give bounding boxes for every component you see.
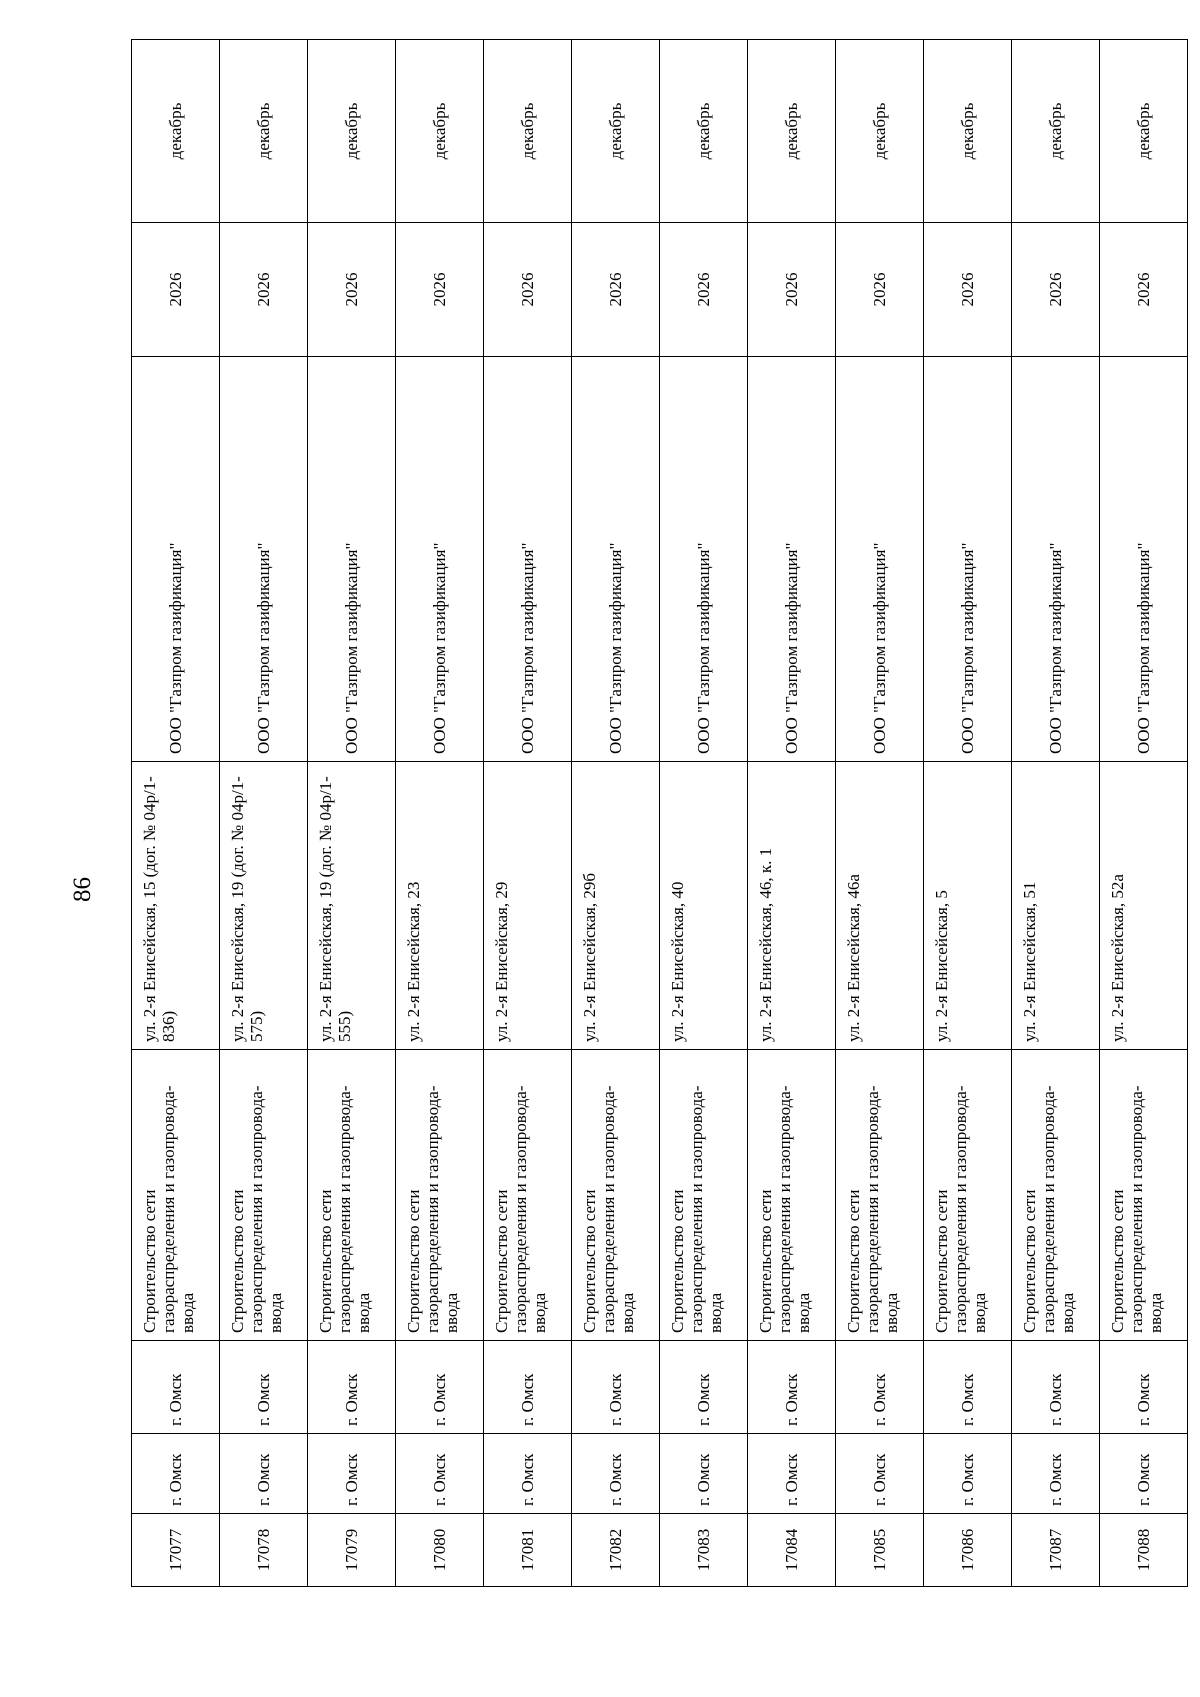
organization-cell: ООО "Газпром газификация" [132,357,220,762]
work-description-cell: Строительство сети газораспределения и газопровода-ввода [836,1050,924,1341]
year-cell: 2026 [836,223,924,357]
address-cell: ул. 2-я Енисейская, 52а [1100,762,1188,1050]
municipality-cell: г. Омск [924,1434,1012,1514]
year-cell: 2026 [1100,223,1188,357]
table-row [484,40,572,1587]
month-cell: декабрь [572,40,660,223]
address-cell: ул. 2-я Енисейская, 51 [1012,762,1100,1050]
settlement-cell: г. Омск [924,1341,1012,1434]
month-cell: декабрь [220,40,308,223]
page-number: 86 [69,877,96,902]
row-id: 17082 [572,1514,660,1587]
year-cell: 2026 [132,223,220,357]
gasification-table [131,39,1188,1587]
settlement-cell: г. Омск [396,1341,484,1434]
row-id: 17077 [132,1514,220,1587]
work-description-cell: Строительство сети газораспределения и газопровода-ввода [132,1050,220,1341]
address-cell: ул. 2-я Енисейская, 29 [484,762,572,1050]
table-row [1100,40,1188,1587]
address-cell: ул. 2-я Енисейская, 46а [836,762,924,1050]
work-description-cell: Строительство сети газораспределения и газопровода-ввода [220,1050,308,1341]
year-cell: 2026 [572,223,660,357]
year-cell: 2026 [748,223,836,357]
month-cell: декабрь [396,40,484,223]
organization-cell: ООО "Газпром газификация" [572,357,660,762]
month-cell: декабрь [1100,40,1188,223]
year-cell: 2026 [1012,223,1100,357]
row-id: 17085 [836,1514,924,1587]
row-id: 17083 [660,1514,748,1587]
municipality-cell: г. Омск [132,1434,220,1514]
municipality-cell: г. Омск [396,1434,484,1514]
address-cell: ул. 2-я Енисейская, 5 [924,762,1012,1050]
month-cell: декабрь [132,40,220,223]
table-row [748,40,836,1587]
table-row [660,40,748,1587]
settlement-cell: г. Омск [308,1341,396,1434]
year-cell: 2026 [396,223,484,357]
work-description-cell: Строительство сети газораспределения и газопровода-ввода [1012,1050,1100,1341]
organization-cell: ООО "Газпром газификация" [1100,357,1188,762]
row-id: 17081 [484,1514,572,1587]
row-id: 17078 [220,1514,308,1587]
municipality-cell: г. Омск [836,1434,924,1514]
year-cell: 2026 [220,223,308,357]
work-description-cell: Строительство сети газораспределения и газопровода-ввода [572,1050,660,1341]
row-id: 17086 [924,1514,1012,1587]
year-cell: 2026 [660,223,748,357]
month-cell: декабрь [748,40,836,223]
address-cell: ул. 2-я Енисейская, 46, к. 1 [748,762,836,1050]
municipality-cell: г. Омск [308,1434,396,1514]
row-id: 17079 [308,1514,396,1587]
work-description-cell: Строительство сети газораспределения и газопровода-ввода [1100,1050,1188,1341]
month-cell: декабрь [308,40,396,223]
table-row [924,40,1012,1587]
year-cell: 2026 [924,223,1012,357]
organization-cell: ООО "Газпром газификация" [748,357,836,762]
municipality-cell: г. Омск [220,1434,308,1514]
work-description-cell: Строительство сети газораспределения и газопровода-ввода [308,1050,396,1341]
year-cell: 2026 [484,223,572,357]
work-description-cell: Строительство сети газораспределения и газопровода-ввода [484,1050,572,1341]
month-cell: декабрь [484,40,572,223]
settlement-cell: г. Омск [220,1341,308,1434]
table-row [308,40,396,1587]
settlement-cell: г. Омск [484,1341,572,1434]
address-cell: ул. 2-я Енисейская, 29б [572,762,660,1050]
work-description-cell: Строительство сети газораспределения и газопровода-ввода [924,1050,1012,1341]
row-id: 17084 [748,1514,836,1587]
table-row [396,40,484,1587]
month-cell: декабрь [924,40,1012,223]
municipality-cell: г. Омск [1012,1434,1100,1514]
row-id: 17080 [396,1514,484,1587]
address-cell: ул. 2-я Енисейская, 23 [396,762,484,1050]
settlement-cell: г. Омск [748,1341,836,1434]
work-description-cell: Строительство сети газораспределения и газопровода-ввода [660,1050,748,1341]
row-id: 17088 [1100,1514,1188,1587]
address-cell: ул. 2-я Енисейская, 19 (дог. № 04р/1-575) [220,762,308,1050]
address-cell: ул. 2-я Енисейская, 40 [660,762,748,1050]
month-cell: декабрь [1012,40,1100,223]
organization-cell: ООО "Газпром газификация" [1012,357,1100,762]
organization-cell: ООО "Газпром газификация" [660,357,748,762]
municipality-cell: г. Омск [748,1434,836,1514]
municipality-cell: г. Омск [484,1434,572,1514]
row-id: 17087 [1012,1514,1100,1587]
table-row [836,40,924,1587]
work-description-cell: Строительство сети газораспределения и газопровода-ввода [748,1050,836,1341]
table-row [132,40,220,1587]
organization-cell: ООО "Газпром газификация" [220,357,308,762]
year-cell: 2026 [308,223,396,357]
settlement-cell: г. Омск [1012,1341,1100,1434]
table-row [1012,40,1100,1587]
organization-cell: ООО "Газпром газификация" [836,357,924,762]
settlement-cell: г. Омск [1100,1341,1188,1434]
settlement-cell: г. Омск [572,1341,660,1434]
table-row [220,40,308,1587]
municipality-cell: г. Омск [1100,1434,1188,1514]
work-description-cell: Строительство сети газораспределения и газопровода-ввода [396,1050,484,1341]
settlement-cell: г. Омск [132,1341,220,1434]
settlement-cell: г. Омск [836,1341,924,1434]
table-row [572,40,660,1587]
organization-cell: ООО "Газпром газификация" [484,357,572,762]
address-cell: ул. 2-я Енисейская, 15 (дог. № 04р/1-836) [132,762,220,1050]
month-cell: декабрь [660,40,748,223]
organization-cell: ООО "Газпром газификация" [396,357,484,762]
table-body [132,40,1188,1587]
organization-cell: ООО "Газпром газификация" [308,357,396,762]
settlement-cell: г. Омск [660,1341,748,1434]
organization-cell: ООО "Газпром газификация" [924,357,1012,762]
municipality-cell: г. Омск [660,1434,748,1514]
municipality-cell: г. Омск [572,1434,660,1514]
month-cell: декабрь [836,40,924,223]
address-cell: ул. 2-я Енисейская, 19 (дог. № 04р/1-555) [308,762,396,1050]
